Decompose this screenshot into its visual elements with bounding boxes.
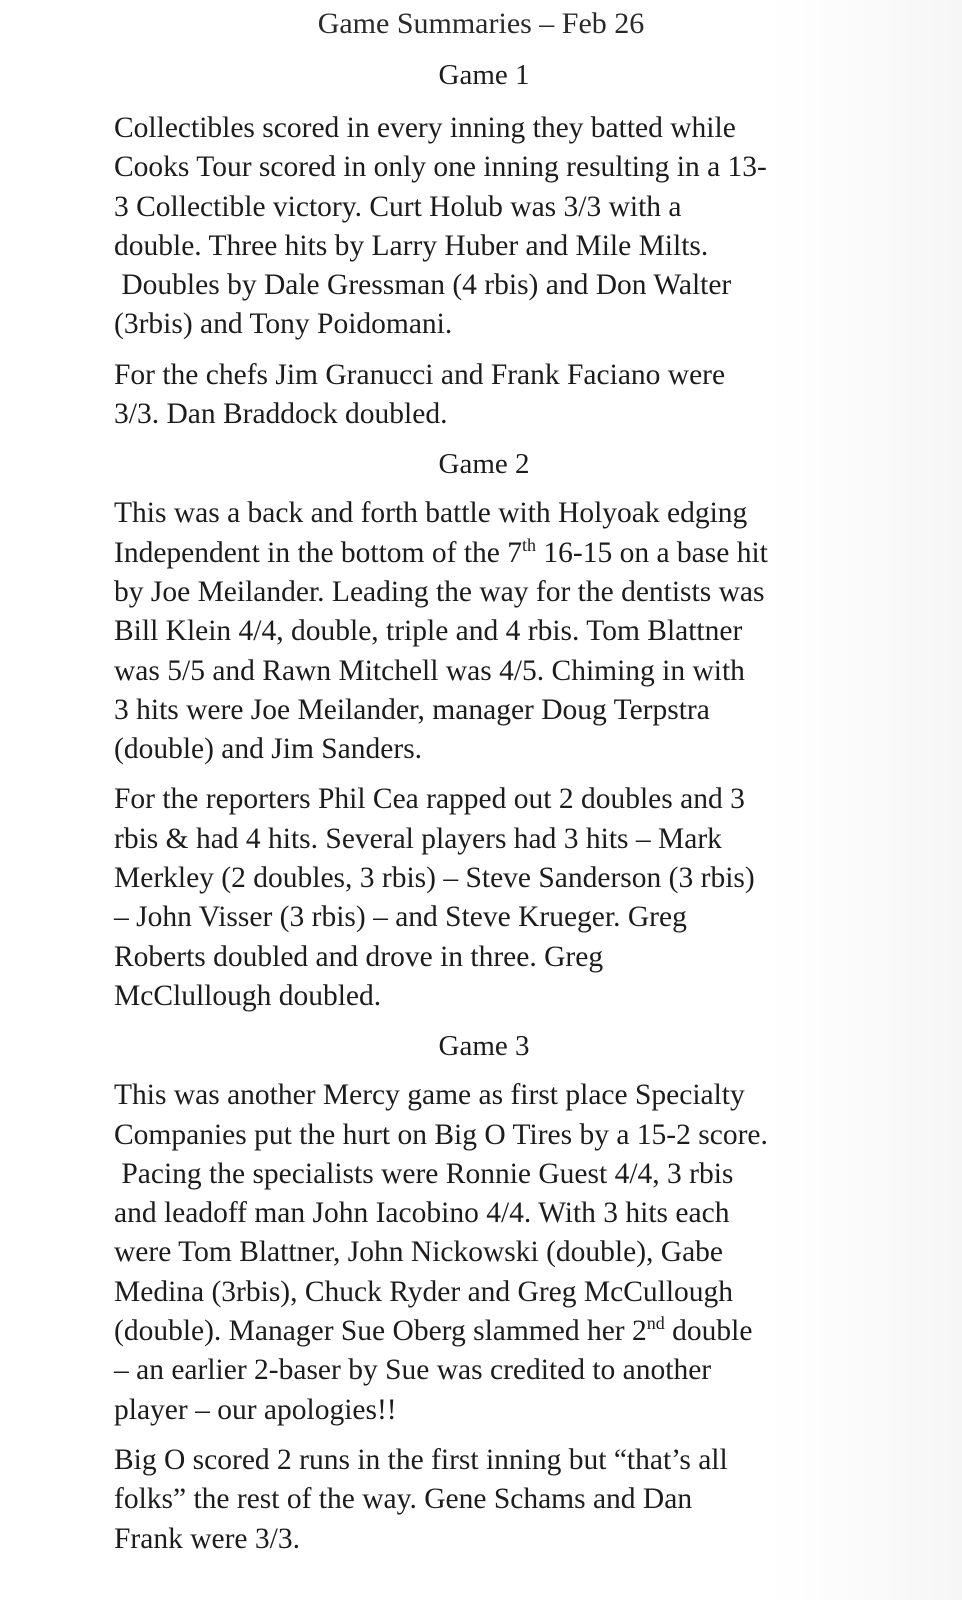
text-line: Cooks Tour scored in only one inning resulting in a 13- xyxy=(114,151,767,184)
text-line: Big O scored 2 runs in the first inning but “that’s all xyxy=(114,1443,728,1476)
game-1-paragraph-2 xyxy=(114,356,854,435)
text-line: – an earlier 2-baser by Sue was credited to another xyxy=(114,1354,712,1387)
text-segment: double xyxy=(664,1315,753,1348)
text-segment: (double). Manager Sue Oberg slammed her 2 xyxy=(114,1315,647,1348)
text-line: double. Three hits by Larry Huber and Mile Milts. xyxy=(114,229,709,262)
text-line: by Joe Meilander. Leading the way for the dentists was xyxy=(114,575,765,608)
ordinal-suffix: nd xyxy=(646,1313,665,1334)
ordinal-suffix: th xyxy=(522,534,537,555)
game-1-heading-text: Game 1 xyxy=(438,59,530,91)
text-segment: Independent in the bottom of the 7 xyxy=(114,536,522,569)
game-3-paragraph-1 xyxy=(114,1076,854,1430)
text-line: Roberts doubled and drove in three. Greg xyxy=(114,940,604,973)
document-body xyxy=(114,56,854,1570)
text-line: and leadoff man John Iacobino 4/4. With 3 hits each xyxy=(114,1197,730,1230)
text-line: McClullough doubled. xyxy=(114,979,382,1012)
text-line: 3 hits were Joe Meilander, manager Doug Terpstra xyxy=(114,693,710,726)
game-1-heading xyxy=(114,56,854,95)
text-line: were Tom Blattner, John Nickowski (double), Gabe xyxy=(114,1236,724,1269)
game-3-heading xyxy=(114,1027,854,1066)
game-2-heading xyxy=(114,445,854,484)
game-3-heading-text: Game 3 xyxy=(438,1030,530,1063)
text-line: Bill Klein 4/4, double, triple and 4 rbis. Tom Blattner xyxy=(114,615,743,648)
game-2-heading-text: Game 2 xyxy=(438,448,530,481)
text-line: was 5/5 and Rawn Mitchell was 4/5. Chiming in with xyxy=(114,654,745,687)
game-3-paragraph-2 xyxy=(114,1441,854,1559)
game-2-paragraph-2 xyxy=(114,780,854,1016)
text-line: For the reporters Phil Cea rapped out 2 doubles and 3 xyxy=(114,783,745,816)
page-title: Game Summaries – Feb 26 xyxy=(317,7,645,40)
text-line: (3rbis) and Tony Poidomani. xyxy=(114,308,453,341)
text-line: 3/3. Dan Braddock doubled. xyxy=(114,398,448,431)
text-segment: 16-15 on a base hit xyxy=(536,536,768,569)
text-line: player – our apologies!! xyxy=(114,1393,397,1426)
text-line: folks” the rest of the way. Gene Schams and Dan xyxy=(114,1483,693,1516)
text-line: Doubles by Dale Gressman (4 rbis) and Don Walter xyxy=(114,269,732,302)
text-line: For the chefs Jim Granucci and Frank Faciano were xyxy=(114,358,726,391)
text-line: 3 Collectible victory. Curt Holub was 3/3 with a xyxy=(114,190,682,223)
text-line: (double) and Jim Sanders. xyxy=(114,733,423,766)
text-line: Frank were 3/3. xyxy=(114,1522,300,1555)
text-line: Medina (3rbis), Chuck Ryder and Greg McCullough xyxy=(114,1275,734,1308)
game-2-paragraph-1 xyxy=(114,494,854,769)
text-line: rbis & had 4 hits. Several players had 3 hits – Mark xyxy=(114,822,722,855)
text-line: This was a back and forth battle with Holyoak edging xyxy=(114,497,748,530)
text-line: – John Visser (3 rbis) – and Steve Krueger. Greg xyxy=(114,901,687,934)
game-1-paragraph-1 xyxy=(114,109,854,345)
text-line: Collectibles scored in every inning they batted while xyxy=(114,112,736,144)
text-line: Companies put the hurt on Big O Tires by a 15-2 score. xyxy=(114,1118,768,1151)
text-line: Merkley (2 doubles, 3 rbis) – Steve Sanderson (3 rbis) xyxy=(114,862,755,895)
text-line xyxy=(114,1312,854,1351)
text-line: Pacing the specialists were Ronnie Guest 4/4, 3 rbis xyxy=(114,1157,734,1190)
text-line: This was another Mercy game as first place Specialty xyxy=(114,1079,745,1112)
text-line xyxy=(114,534,854,573)
